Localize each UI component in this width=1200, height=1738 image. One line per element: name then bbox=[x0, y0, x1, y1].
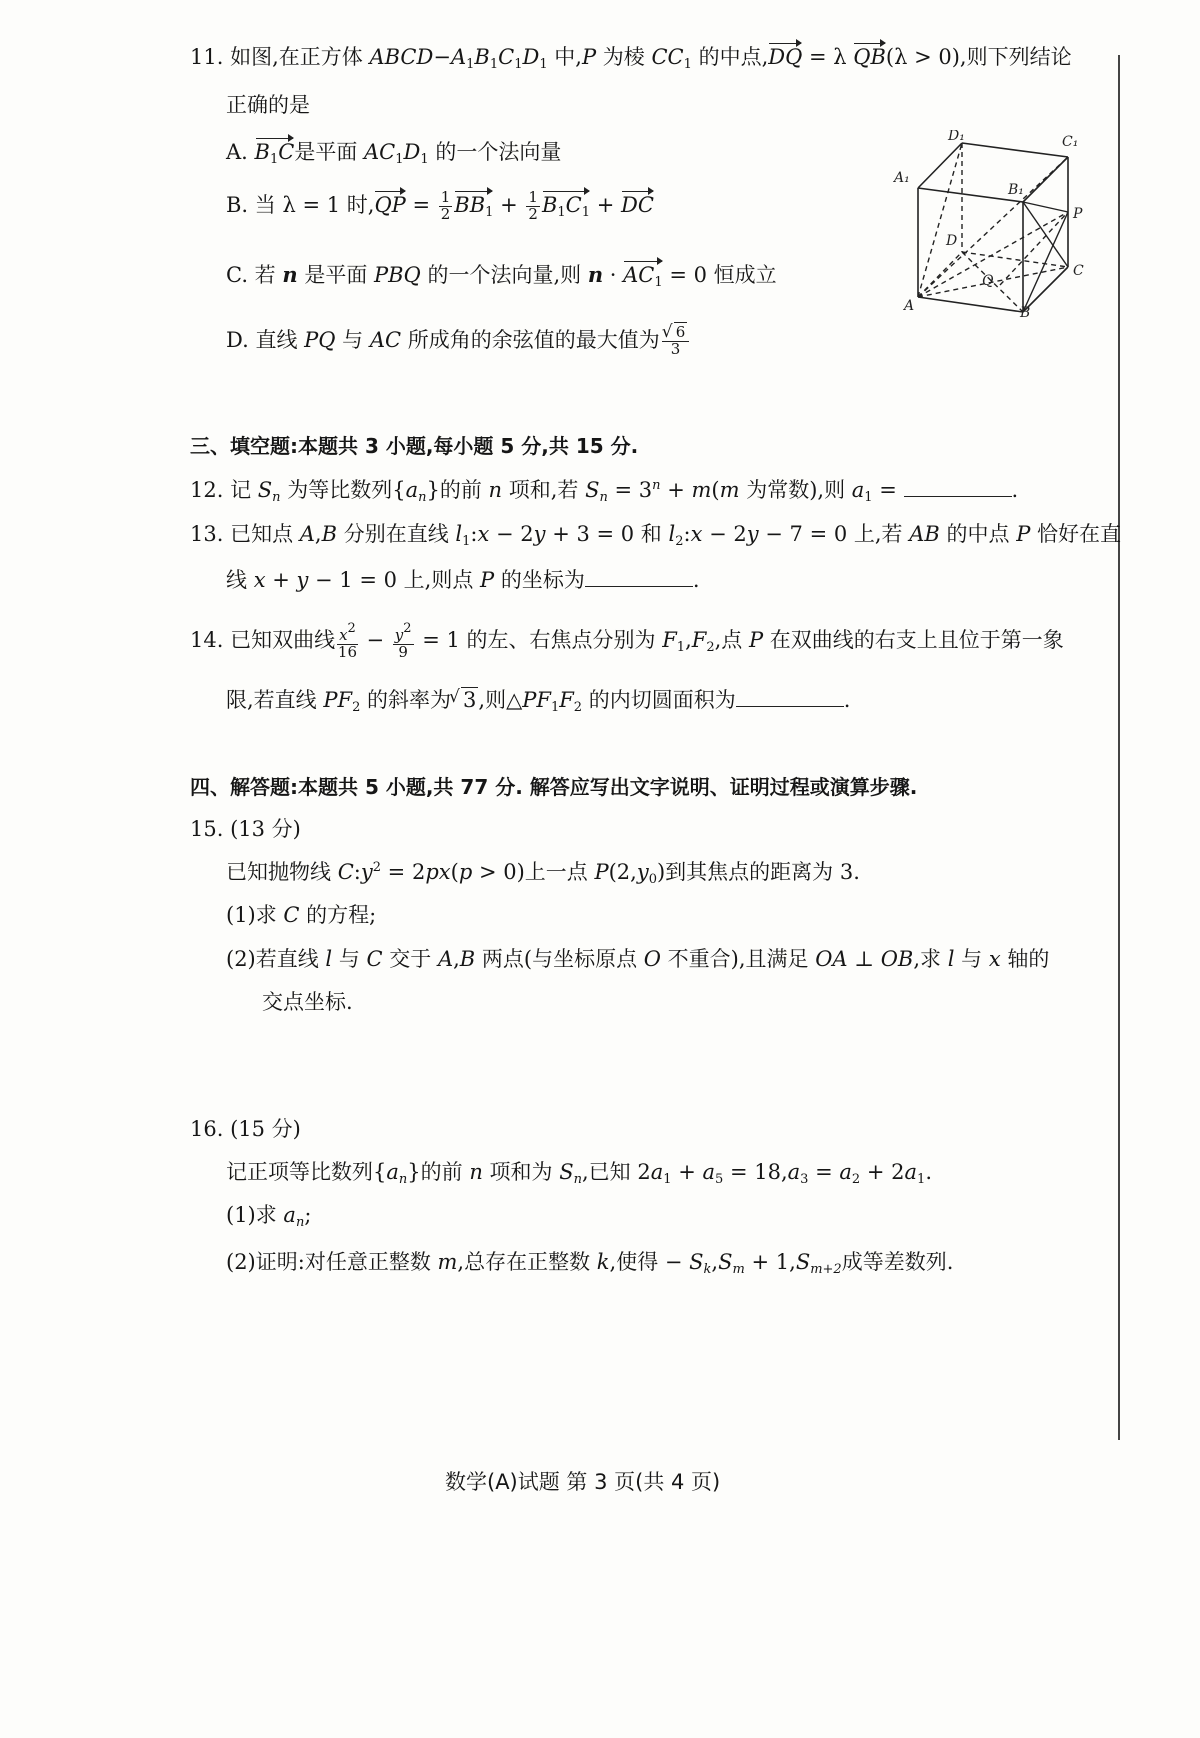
q14-line2: 限,若直线 $PF_2$ 的斜率为√ 3,则$\triangle PF_1F_2$ 的内切圆面积为 . bbox=[226, 688, 850, 716]
line-B1C bbox=[1023, 202, 1068, 267]
label-C: C bbox=[1073, 263, 1084, 279]
q16-statement: 记正项等比数列$\{a_n\}$的前 n 项和为 $S_n$,已知 $2a_1 + a_5 = 18,a_3 = a_2 + 2a_1$. bbox=[226, 1160, 933, 1187]
q15-heading: 15. (13 分) bbox=[190, 817, 301, 841]
edge-D1C1 bbox=[962, 143, 1068, 157]
q16-part2: (2)证明:对任意正整数 m,总存在正整数 k,使得 − $S_k,S_m + 1,S_{m+2}$成等差数列. bbox=[226, 1250, 954, 1277]
q11-option-c: C. 若 n 是平面 PBQ 的一个法向量,则 $n \cdot AC_1 = 0$ 恒成立 bbox=[226, 262, 777, 290]
q11-option-b: B. 当 λ = 1 时,QP = $\frac{1}{2}$ $BB_1$ + $\frac{1}{2}$ $B_1C_1$ + DC bbox=[226, 188, 654, 223]
q11-option-d: D. 直线 PQ 与 AC 所成角的余弦值的最大值为 √ $\frac{6}{3}$ bbox=[226, 325, 691, 358]
label-A1: A₁ bbox=[894, 170, 910, 186]
q11-stem-line2: 正确的是 bbox=[226, 93, 310, 117]
label-C1: C₁ bbox=[1062, 134, 1079, 150]
edge-AB bbox=[918, 297, 1023, 312]
edge-B1C1 bbox=[1023, 157, 1068, 202]
edge-DC bbox=[962, 252, 1068, 267]
label-D1: D₁ bbox=[948, 130, 965, 144]
q13-line2: 线 x + y − 1 = 0 上,则点 P 的坐标为 . bbox=[226, 568, 700, 592]
margin-rule bbox=[1118, 55, 1120, 1440]
label-A: A bbox=[904, 298, 915, 314]
line-B1P bbox=[1023, 202, 1068, 212]
page-footer: 数学(A)试题 第 3 页(共 4 页) bbox=[445, 1470, 721, 1494]
label-B: B bbox=[1020, 305, 1031, 320]
q16-part1: (1)求 $a_n$; bbox=[226, 1203, 312, 1230]
label-B1: B₁ bbox=[1008, 182, 1024, 198]
q11-stem-line1: 11. 如图,在正方体 $ABCD-A_1B_1C_1D_1$ 中,P 为棱 $CC_1$ 的中点,DQ = λ QB(λ > 0),则下列结论 bbox=[190, 45, 1072, 72]
q13-answer-blank[interactable] bbox=[585, 568, 693, 587]
q15-part2: (2)若直线 l 与 C 交于 A,B 两点(与坐标原点 O 不重合),且满足 OA ⊥ OB,求 l 与 x 轴的 bbox=[226, 947, 1050, 971]
q14-line1: 14. 已知双曲线 $\frac{x2}{16}$ − $\frac{y2}{9}$ = 1 的左、右焦点分别为 $F_1,F_2$,点 P 在双曲线的右支上且位于第一象 bbox=[190, 621, 1064, 661]
section3-title: 三、填空题:本题共 3 小题,每小题 5 分,共 15 分. bbox=[190, 434, 639, 458]
label-P: P bbox=[1073, 206, 1083, 222]
q12-answer-blank[interactable] bbox=[904, 478, 1012, 497]
q15-part2-cont: 交点坐标. bbox=[262, 990, 353, 1014]
label-D: D bbox=[946, 233, 958, 249]
q12: 12. 记 $S_n$ 为等比数列$\{a_n\}$的前 n 项和,若 $S_n = 3^n + m(m$ 为常数),则 $a_1$ = . bbox=[190, 478, 1019, 505]
q11-option-a: A. $B_1C$是平面 $AC_1D_1$ 的一个法向量 bbox=[226, 140, 562, 167]
q15-statement: 已知抛物线 $C:y^2 = 2px(p > 0)$上一点 $P(2,y_0)$到其焦点的距离为 3. bbox=[226, 860, 860, 887]
q13-line1: 13. 已知点 A,B 分别在直线 $l_1:x - 2y + 3 = 0$ 和 $l_2:x - 2y - 7 = 0$ 上,若 AB 的中点 P 恰好在直 bbox=[190, 522, 1122, 549]
q14-answer-blank[interactable] bbox=[736, 688, 844, 707]
label-Q: Q bbox=[982, 273, 994, 289]
q15-part1: (1)求 C 的方程; bbox=[226, 903, 377, 927]
q16-heading: 16. (15 分) bbox=[190, 1117, 301, 1141]
cube-figure bbox=[890, 130, 1090, 320]
section4-title: 四、解答题:本题共 5 小题,共 77 分. 解答应写出文字说明、证明过程或演算步骤. bbox=[190, 775, 918, 799]
line-BP bbox=[1023, 212, 1068, 312]
